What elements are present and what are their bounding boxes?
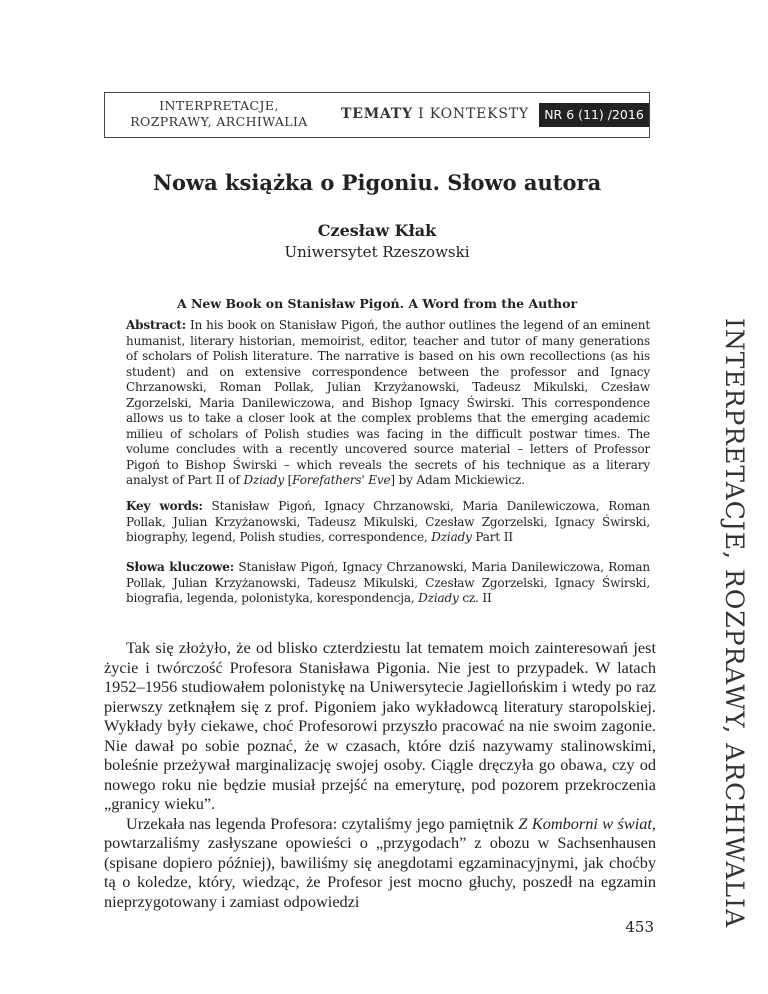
abstract [126, 318, 650, 489]
english-title: A New Book on Stanisław Pigoń. A Word from the Author [176, 296, 578, 311]
body-paragraph-2 [104, 814, 656, 912]
journal-name-bold: TEMATY [341, 106, 413, 122]
keywords-english-text: Stanisław Pigoń, Ignacy Chrzanowski, Maria Danilewiczowa, Roman Pollak, Julian Krzyżanowski, Tadeusz Mikulski, Czesław Zgorzelski, Ignacy Świrski, biography, legend, Polish studies, correspondence, [126, 499, 651, 544]
keywords-polish-italic: Dziady [418, 591, 459, 605]
journal-name [341, 106, 529, 122]
section-name [105, 93, 333, 137]
keywords-polish-tail: cz. II [458, 591, 492, 605]
body-paragraph-1: Tak się złożyło, że od blisko czterdziestu lat tematem moich zainteresowań jest życie i twórczość Profesora Stanisława Pigonia. Nie jest to przypadek. W latach 1952–1956 studiowałem polonistykę na Uniwersytecie Jagiellońskim i wtedy po raz pierwszy zetknąłem się z prof. Pigoniem jako wykładowcą literatury staropolskiej. Wykłady były ciekawe, choć Profesorowi przyszło pracować na nie swoim zagonie. Nie dawał po sobie poznać, że w czasach, które dziś nazywamy stalinowskimi, boleśnie przeżywał marginalizację swojej osoby. Ciągle dręczyła go obawa, czy od nowego roku nie będzie musiał przejść na emeryturę, pod pozorem przekroczenia „granicy wieku”. [104, 638, 656, 813]
author-affiliation: Uniwersytet Rzeszowski [284, 243, 470, 261]
journal-name-separator: I [412, 106, 430, 122]
keywords-polish [126, 560, 650, 607]
abstract-italic-2: Forefathers' Eve [292, 473, 391, 487]
abstract-label: Abstract: [126, 318, 187, 332]
article-body [104, 638, 656, 911]
abstract-text-1: In his book on Stanisław Pigoń, the author outlines the legend of an eminent humanist, literary historian, memoirist, editor, teacher and tutor of many generations of scholars of Polish literature. The narrative is based on his own recollections (as his student) and on extensive correspondence between the professor and Ignacy Chrzanowski, Roman Pollak, Julian Krzyżanowski, Tadeusz Mikulski, Czesław Zgorzelski, Maria Danilewiczowa, and Bishop Ignacy Świrski. This correspondence allows us to take a closer look at the complex problems that the emerging academic milieu of scholars of Polish studies was facing in the difficult postwar times. The volume concludes with a recently uncovered source material – letters of Professor Pigoń to Bishop Świrski – which reveals the secrets of his technique as a literary analyst of Part II of [126, 318, 650, 487]
keywords-english-italic: Dziady [431, 530, 472, 544]
author-name: Czesław Kłak [317, 221, 437, 240]
body-paragraph-2-italic: Z Komborni w świat [518, 813, 652, 833]
vertical-section-label: INTERPRETACJE, ROZPRAWY, ARCHIWALIA [720, 318, 749, 929]
abstract-italic-1: Dziady [243, 473, 284, 487]
page-number: 453 [625, 918, 654, 936]
body-paragraph-2-rest: , powtarzaliśmy zasłyszane opowieści o „przygodach” z obozu w Sachsenhausen (spisane dopiero później), bawiliśmy się anegdotami egzaminacyjnymi, jak choćby tą o koledze, który, wiedząc, że Profesor jest mocno głuchy, poszedł na egzamin nieprzygotowany i zamiast odpowiedzi [104, 813, 656, 911]
section-line-1: INTERPRETACJE, [159, 98, 279, 113]
section-line-2: ROZPRAWY, ARCHIWALIA [130, 114, 308, 129]
keywords-polish-text: Stanisław Pigoń, Ignacy Chrzanowski, Maria Danilewiczowa, Roman Pollak, Julian Krzyżanowski, Tadeusz Mikulski, Czesław Zgorzelski, Ignacy Świrski, biografia, legenda, polonistyka, korespondencja, [126, 560, 650, 605]
keywords-english-tail: Part II [471, 530, 513, 544]
running-header [104, 92, 650, 138]
keywords-polish-label: Słowa kluczowe: [126, 560, 235, 574]
abstract-text-2: [ [283, 473, 293, 487]
keywords-english-label: Key words: [126, 499, 203, 513]
issue-badge: NR 6 (11) /2016 [539, 103, 649, 127]
body-paragraph-2-start: Urzekała nas legenda Profesora: czytaliśmy jego pamiętnik [126, 813, 519, 833]
abstract-text-3: ] by Adam Mickiewicz. [390, 473, 525, 487]
journal-name-rest: KONTEKSTY [429, 106, 529, 122]
keywords-english [126, 499, 650, 546]
article-title: Nowa książka o Pigoniu. Słowo autora [152, 170, 602, 195]
